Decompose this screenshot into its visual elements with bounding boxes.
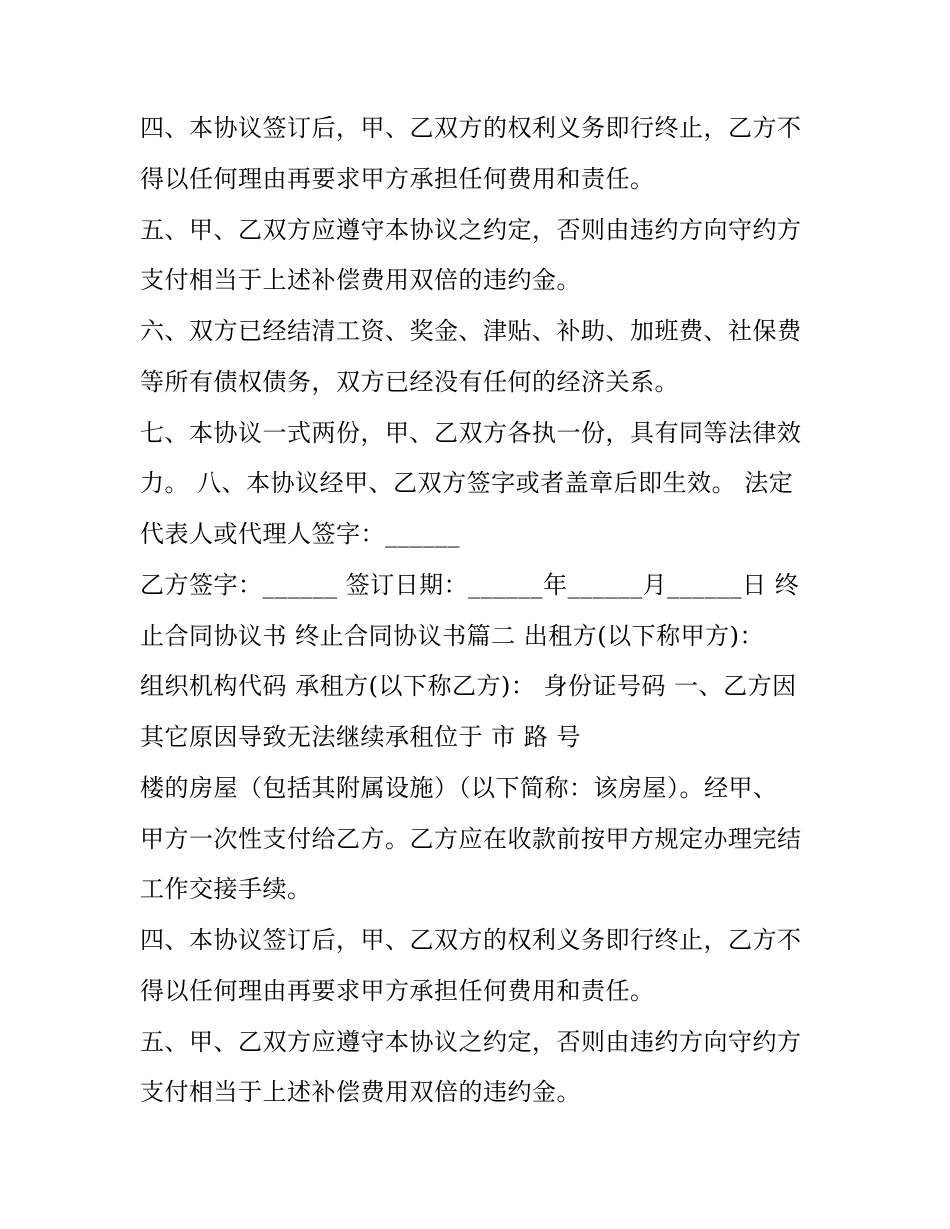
text-line: 止合同协议书 终止合同协议书篇二 出租方(以下称甲方)： bbox=[140, 621, 764, 650]
text-line: 楼的房屋（包括其附属设施）（以下简称：该房屋）。经甲、 bbox=[140, 773, 778, 802]
text-line: 其它原因导致无法继续承租位于 市 路 号 bbox=[140, 723, 581, 751]
text-line: 五、甲、乙双方应遵守本协议之约定，否则由违约方向守约方 bbox=[140, 215, 802, 244]
text-line: 七、本协议一式两份，甲、乙双方各执一份，具有同等法律效 bbox=[140, 418, 802, 447]
text-line: 工作交接手续。 bbox=[140, 875, 312, 904]
text-line: 等所有债权债务，双方已经没有任何的经济关系。 bbox=[140, 367, 679, 396]
text-line: 乙方签字：______ 签订日期：______年______月______日 终 bbox=[140, 570, 800, 599]
text-line: 力。 八、本协议经甲、乙双方签字或者盖章后即生效。 法定 bbox=[140, 469, 794, 498]
text-line: 六、双方已经结清工资、奖金、津贴、补助、加班费、社保费 bbox=[140, 317, 802, 345]
text-line: 支付相当于上述补偿费用双倍的违约金。 bbox=[140, 266, 581, 295]
text-line: 支付相当于上述补偿费用双倍的违约金。 bbox=[140, 1078, 581, 1107]
text-line: 组织机构代码 承租方(以下称乙方)： 身份证号码 一、乙方因 bbox=[140, 672, 797, 701]
text-line: 得以任何理由再要求甲方承担任何费用和责任。 bbox=[140, 976, 655, 1005]
document-body bbox=[140, 103, 820, 1118]
text-line: 甲方一次性支付给乙方。乙方应在收款前按甲方规定办理完结 bbox=[140, 824, 802, 853]
text-line: 四、本协议签订后，甲、乙双方的权利义务即行终止，乙方不 bbox=[140, 114, 802, 142]
text-line: 五、甲、乙双方应遵守本协议之约定，否则由违约方向守约方 bbox=[140, 1027, 802, 1056]
text-line: 代表人或代理人签字：______ bbox=[140, 520, 460, 548]
text-line: 得以任何理由再要求甲方承担任何费用和责任。 bbox=[140, 164, 655, 193]
text-line: 四、本协议签订后，甲、乙双方的权利义务即行终止，乙方不 bbox=[140, 926, 802, 954]
